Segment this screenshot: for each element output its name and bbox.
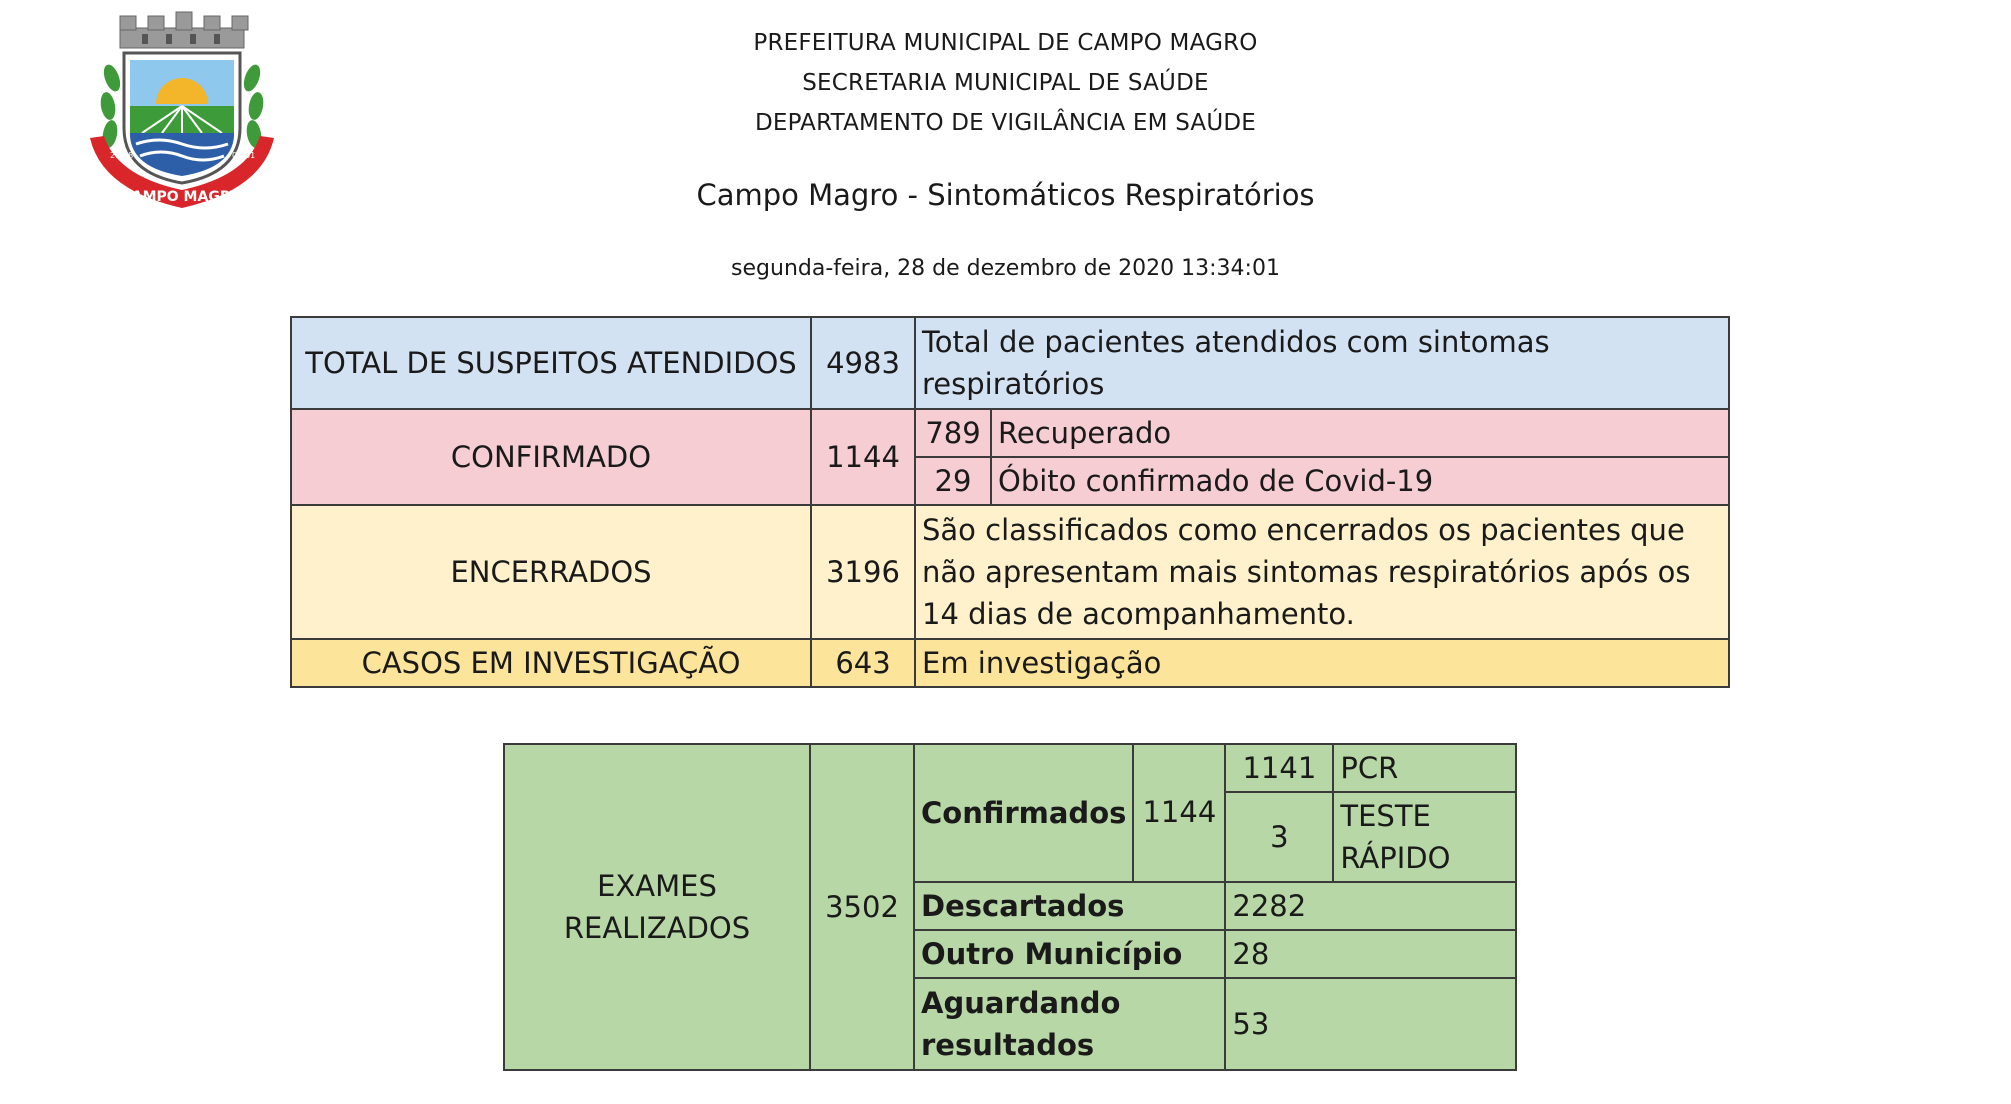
investigacao-label: CASOS EM INVESTIGAÇÃO xyxy=(291,639,811,687)
aguardando-value: 53 xyxy=(1225,978,1516,1070)
logo-year-left: 20-08 xyxy=(110,151,134,160)
logo-text: CAMPO MAGRO xyxy=(121,189,243,205)
row-encerrados xyxy=(291,505,1729,639)
confirmado-label: CONFIRMADO xyxy=(291,409,811,505)
obito-value: 29 xyxy=(915,457,991,505)
header-line-prefeitura: PREFEITURA MUNICIPAL DE CAMPO MAGRO xyxy=(753,30,1258,56)
teste-rapido-value: 3 xyxy=(1225,792,1333,882)
pcr-value: 1141 xyxy=(1225,744,1333,792)
row-investigacao xyxy=(291,639,1729,687)
investigacao-desc: Em investigação xyxy=(915,639,1729,687)
descartados-value: 2282 xyxy=(1225,882,1516,930)
total-suspeitos-value: 4983 xyxy=(811,317,915,409)
total-suspeitos-label: TOTAL DE SUSPEITOS ATENDIDOS xyxy=(291,317,811,409)
confirmados-label: Confirmados xyxy=(914,744,1133,882)
encerrados-desc: São classificados como encerrados os pacientes que não apresentam mais sintomas respiratórios após os 14 dias de acompanhamento. xyxy=(915,505,1729,639)
descartados-label: Descartados xyxy=(914,882,1225,930)
encerrados-value: 3196 xyxy=(811,505,915,639)
row-total-suspeitos xyxy=(291,317,1729,409)
obito-label: Óbito confirmado de Covid-19 xyxy=(991,457,1729,505)
investigacao-value: 643 xyxy=(811,639,915,687)
exames-table xyxy=(503,743,1517,1071)
total-suspeitos-desc: Total de pacientes atendidos com sintomas respiratórios xyxy=(915,317,1729,409)
encerrados-label: ENCERRADOS xyxy=(291,505,811,639)
recuperado-value: 789 xyxy=(915,409,991,457)
logo-year-right: 01-01 xyxy=(232,151,256,160)
exames-total: 3502 xyxy=(810,744,914,1070)
row-pcr xyxy=(504,744,1516,792)
outro-municipio-value: 28 xyxy=(1225,930,1516,978)
report-date: segunda-feira, 28 de dezembro de 2020 13:34:01 xyxy=(731,256,1280,281)
summary-table xyxy=(290,316,1730,688)
pcr-label: PCR xyxy=(1333,744,1516,792)
header-line-departamento: DEPARTAMENTO DE VIGILÂNCIA EM SAÚDE xyxy=(754,110,1257,136)
aguardando-label: Aguardando resultados xyxy=(914,978,1225,1070)
header-line-secretaria: SECRETARIA MUNICIPAL DE SAÚDE xyxy=(802,70,1209,96)
recuperado-label: Recuperado xyxy=(991,409,1729,457)
exames-label: EXAMES REALIZADOS xyxy=(504,744,810,1070)
confirmado-value: 1144 xyxy=(811,409,915,505)
row-confirmado xyxy=(291,409,1729,457)
teste-rapido-label: TESTE RÁPIDO xyxy=(1333,792,1516,882)
confirmados-value: 1144 xyxy=(1133,744,1225,882)
outro-municipio-label: Outro Município xyxy=(914,930,1225,978)
page-title: Campo Magro - Sintomáticos Respiratórios xyxy=(696,178,1315,212)
